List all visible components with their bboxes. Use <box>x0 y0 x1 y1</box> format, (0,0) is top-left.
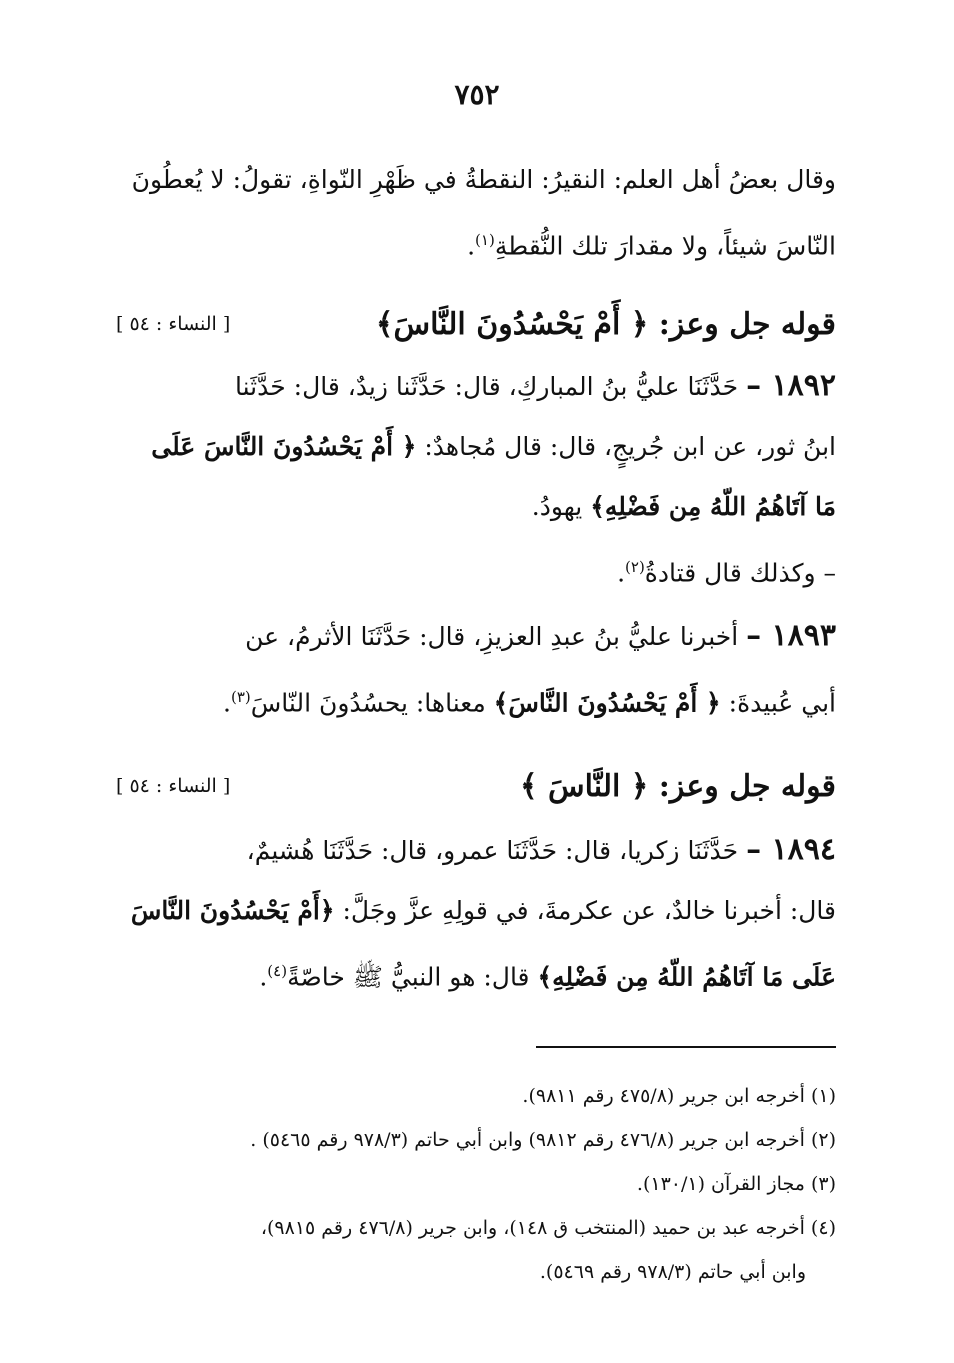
footnote-marker-4: (٤) <box>267 962 288 980</box>
hadith-1892-line-1-text: حَدَّثَنَا عليُّ بنُ المباركِ، قال: حَدَّثَنا زيدٌ، قال: حَدَّثَنا <box>235 372 739 401</box>
hadith-1893-line-1 <box>116 606 836 667</box>
section-heading-1 <box>116 294 836 354</box>
hadith-1893-line-2-text: أبي عُبيدةَ: <box>728 688 836 718</box>
footnote-marker-1: (١) <box>475 231 495 249</box>
section-heading-1-title: قوله جل وعز: ﴿ أَمْ يَحْسُدُونَ النَّاسَ﴾ <box>375 306 836 342</box>
hadith-1892-line-2-text: ابنُ ثور، عن ابن جُريجٍ، قال: قال مُجاهدٌ: <box>424 432 836 461</box>
footnote-separator <box>536 1046 836 1048</box>
footnote-4-continued: وابن أبي حاتم (٩٧٨/٣ رقم ٥٤٦٩). <box>539 1261 806 1283</box>
section-heading-2-ref: [ النساء : ٥٤ ] <box>116 775 231 797</box>
hadith-1892-line-4-text: – وكذلك قال قتادةُ <box>644 558 836 588</box>
hadith-number: ١٨٩٣ – <box>746 618 836 653</box>
intro-line-2-end: . <box>467 231 476 261</box>
quran-quote: مَا آتَاهُمُ اللّهُ مِن فَضْلِهِ﴾ <box>590 492 836 521</box>
footnote-3: (٣) مجاز القرآن (١٣٠/١). <box>636 1173 836 1195</box>
hadith-1894 <box>116 820 836 1007</box>
hadith-1893-line-1-text: أخبرنا عليُّ بنُ عبدِ العزيزِ، قال: حَدَّثَنَا الأثرمُ، عن <box>245 622 739 651</box>
hadith-1894-line-1-text: حَدَّثَنَا زكريا، قال: حَدَّثَنَا عمرو، قال: حَدَّثَنَا هُشيمٌ، <box>246 836 739 865</box>
footnote-marker-2: (٢) <box>625 558 645 576</box>
hadith-1892-line-2 <box>116 417 836 477</box>
intro-line-1: وقال بعضُ أهل العلم: النقيرُ: النقطةُ في ظَهْرِ النّواةِ، تقولُ: لا يُعطُونَ <box>131 165 836 194</box>
hadith-1893-line-2 <box>116 667 836 733</box>
footnote-2: (٢) أخرجه ابن جرير (٤٧٦/٨ رقم ٩٨١٢) وابن أبي حاتم (٩٧٨/٣ رقم ٥٤٦٥) . <box>250 1129 836 1151</box>
hadith-1892-line-3-text: يهودُ. <box>531 492 583 521</box>
hadith-1894-line-3-text: قال: هو النبيُّ ﷺ خاصّةً <box>287 962 530 992</box>
hadith-1894-line-2-text: قال: أخبرنا خالدٌ، عن عكرمةَ، في قولِهِ عزَّ وجَلَّ: <box>342 896 836 925</box>
page-number: ٧٥٢ <box>454 78 500 111</box>
quran-quote: ﴿ أَمْ يَحْسُدُونَ النَّاسَ عَلَى <box>151 432 417 461</box>
hadith-number: ١٨٩٤ – <box>746 832 836 867</box>
hadith-1892-line-4-end: . <box>617 558 626 588</box>
footnotes <box>116 1074 836 1294</box>
hadith-1892-line-3 <box>116 477 836 537</box>
quran-quote: عَلَى مَا آتَاهُمُ اللّهُ مِن فَضْلِهِ﴾ <box>537 962 836 992</box>
quran-quote: ﴿أَمْ يَحْسُدُونَ النَّاسَ <box>130 896 335 925</box>
intro-line-2 <box>116 210 836 276</box>
footnote-marker-3: (٣) <box>231 688 251 706</box>
footnote-1: (١) أخرجه ابن جرير (٤٧٥/٨ رقم ٩٨١١). <box>522 1085 836 1107</box>
hadith-number: ١٨٩٢ – <box>746 368 836 403</box>
footnote-4: (٤) أخرجه عبد بن حميد (المنتخب ق ١٤٨)، وابن جرير (٤٧٦/٨ رقم ٩٨١٥)، <box>260 1217 836 1239</box>
section-heading-1-ref: [ النساء : ٥٤ ] <box>116 313 231 335</box>
section-heading-2-title: قوله جل وعز: ﴿ النَّاسَ ﴾ <box>519 768 836 804</box>
intro-line-2-text: النّاسَ شيئاً، ولا مقدارَ تلك النُّقطةِ <box>494 231 836 261</box>
hadith-1894-line-1 <box>116 820 836 881</box>
hadith-1893-line-2-end: . <box>223 688 231 718</box>
hadith-1893 <box>116 606 836 733</box>
hadith-1892-line-4 <box>116 537 836 603</box>
hadith-1894-line-3 <box>116 941 836 1007</box>
hadith-1894-line-3-end: . <box>259 962 268 992</box>
intro-paragraph <box>116 150 836 276</box>
hadith-1894-line-2 <box>116 881 836 941</box>
hadith-1893-line-2-meaning: معناها: يحسُدُونَ النّاسَ <box>250 688 486 718</box>
hadith-1892-line-1 <box>116 356 836 417</box>
hadith-1892 <box>116 356 836 603</box>
section-heading-2 <box>116 756 836 816</box>
quran-quote: ﴿ أَمْ يَحْسُدُونَ النَّاسَ﴾ <box>493 688 721 718</box>
